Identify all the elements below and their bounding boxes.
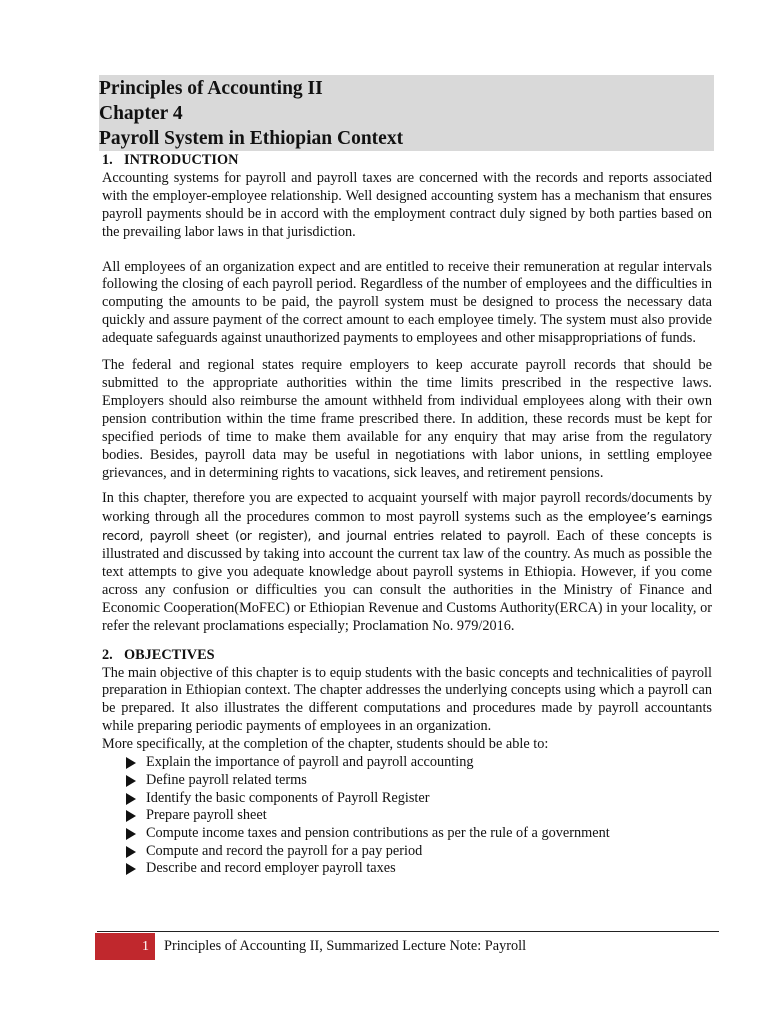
paragraph-text: Each of these concepts is illustrated and discussed by taking into account the current tax law of the country. As much as possible the text attempts to give you adequate knowledge about payroll systems in Ethiopia. However, if you come across any confusion or difficulties you can consult the authorities in the Ministry of Finance and Economic Cooperation(MoFEC) or Ethiopian Revenue and Customs Authority(ERCA) in your locality, or refer the relevant proclamations especially; Proclamation No. 979/2016. <box>102 528 712 634</box>
section-heading-text: INTRODUCTION <box>124 152 239 168</box>
arrow-bullet-icon <box>126 775 136 787</box>
objectives-heading <box>102 647 712 665</box>
chapter-label: Chapter 4 <box>99 103 183 124</box>
intro-paragraph-2: All employees of an organization expect and are entitled to receive their remuneration at regular intervals following the closing of each payroll period. Regardless of the number of employees and the difficulties in computing the amounts to be paid, the payroll system must be designed to process the necessary data quickly and assure payment of the correct amount to each employee timely. The system must also provide adequate safeguards against unauthorized payments to employees and other misappropriations of funds. <box>102 258 712 347</box>
objectives-list <box>102 754 712 878</box>
list-item: Explain the importance of payroll and payroll accounting <box>124 754 712 772</box>
objectives-paragraph-1: The main objective of this chapter is to equip students with the basic concepts and technicalities of payroll preparation in Ethiopian context. The chapter addresses the underlying concepts using which a payroll can be prepared. It also illustrates the different computations and procedures made by payroll accountants while preparing periodic payments of employees in an organization. <box>102 664 712 735</box>
arrow-bullet-icon <box>126 793 136 805</box>
page-number: 1 <box>95 933 155 960</box>
list-item: Describe and record employer payroll taxes <box>124 860 712 878</box>
paragraph-text: In this chapter, therefore you are expected to acquaint yourself with major payroll records/documents by working through all the procedures common to most payroll systems such as <box>102 490 712 526</box>
arrow-bullet-icon <box>126 846 136 858</box>
objectives-paragraph-2: More specifically, at the completion of the chapter, students should be able to: <box>102 736 549 753</box>
list-item: Compute income taxes and pension contributions as per the rule of a government <box>124 825 712 843</box>
chapter-title: Payroll System in Ethiopian Context <box>99 128 404 149</box>
intro-paragraph-1: Accounting systems for payroll and payroll taxes are concerned with the records and reports associated with the employer-employee relationship. Well designed accounting system has a mechanism that ensures payroll payments should be in accord with the employment contract duly signed by both parties based on the prevailing labor laws in that jurisdiction. <box>102 169 712 240</box>
footer-text: Principles of Accounting II, Summarized Lecture Note: Payroll <box>164 938 527 954</box>
section-heading-text: OBJECTIVES <box>124 646 215 663</box>
section-number: 1. <box>102 152 113 168</box>
list-item: Prepare payroll sheet <box>124 807 712 825</box>
introduction-heading <box>102 152 712 170</box>
section-number: 2. <box>102 646 113 663</box>
footer-divider <box>97 931 719 932</box>
list-item: Identify the basic components of Payroll Register <box>124 790 712 808</box>
paragraph-text-emphasis: the employee’s earnings record, payroll sheet (or register), and journal entries related to payroll. <box>102 509 713 544</box>
title-block <box>99 75 714 151</box>
list-item: Compute and record the payroll for a pay period <box>124 843 712 861</box>
intro-paragraph-3: The federal and regional states require employers to keep accurate payroll records that should be submitted to the appropriate authorities within the time limits prescribed in the respective laws. Employers should also reimburse the amount withheld from individual employees along with their own pension contribution within the time frame prescribed there. In addition, these records must be kept for specified periods of time to make them available for any enquiry that may arise from the regulatory bodies. Besides, payroll data may be useful in negotiations with labor unions, in settling employee grievances, and in determining rights to vacations, sick leaves, and retirement pensions. <box>102 357 712 481</box>
arrow-bullet-icon <box>126 863 136 875</box>
arrow-bullet-icon <box>126 810 136 822</box>
list-item: Define payroll related terms <box>124 772 712 790</box>
arrow-bullet-icon <box>126 828 136 840</box>
document-body <box>102 152 712 878</box>
arrow-bullet-icon <box>126 757 136 769</box>
intro-paragraph-4 <box>102 490 712 635</box>
course-title: Principles of Accounting II <box>99 78 323 99</box>
